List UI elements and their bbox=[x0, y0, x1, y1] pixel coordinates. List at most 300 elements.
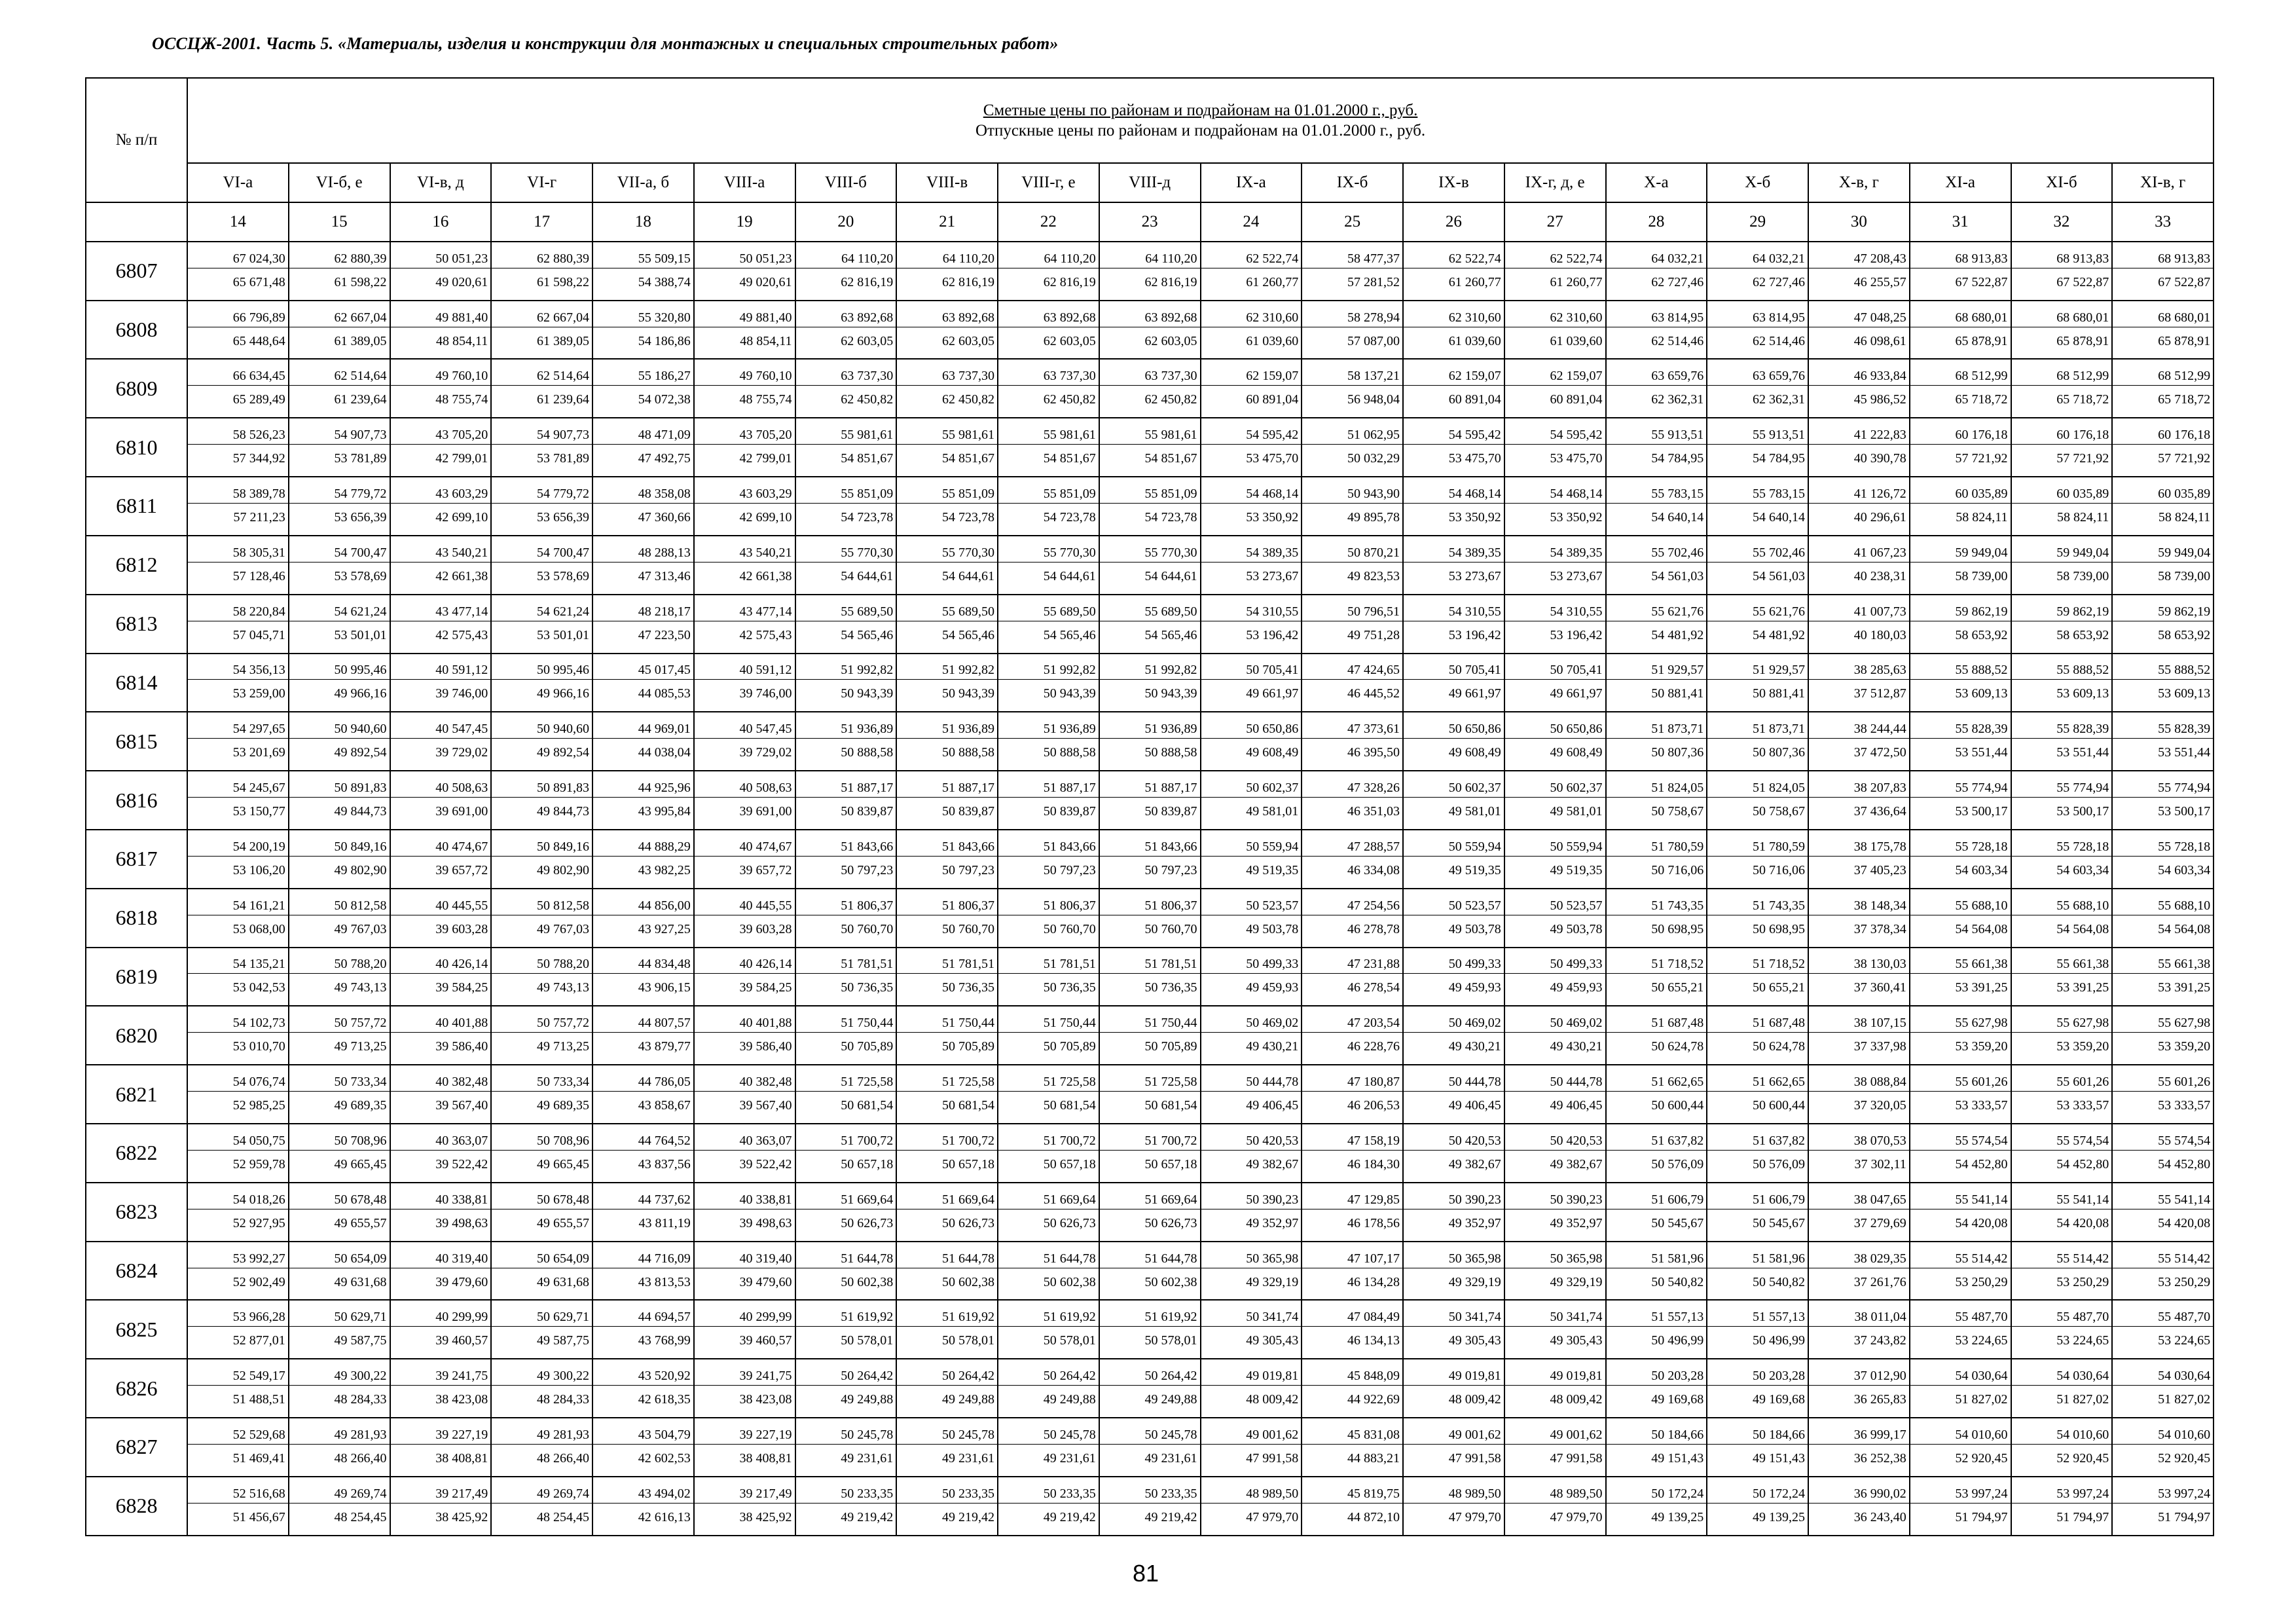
price-cell bbox=[592, 1418, 694, 1477]
wholesale-price: 47 991,58 bbox=[1448, 1450, 1501, 1466]
table-title bbox=[187, 78, 2214, 163]
price-cell bbox=[1099, 1418, 1201, 1477]
row-number: 6818 bbox=[86, 889, 187, 948]
wholesale-price: 53 551,44 bbox=[2158, 745, 2211, 760]
estimated-price: 50 733,34 bbox=[492, 1073, 592, 1092]
estimated-price: 50 705,41 bbox=[1201, 661, 1302, 680]
wholesale-price: 67 522,87 bbox=[2056, 274, 2109, 289]
price-cell bbox=[390, 771, 492, 830]
wholesale-price: 57 281,52 bbox=[1347, 274, 1400, 289]
price-cell bbox=[592, 1065, 694, 1124]
price-cell bbox=[390, 595, 492, 654]
wholesale-price: 54 723,78 bbox=[942, 509, 994, 525]
wholesale-price: 45 986,52 bbox=[1853, 392, 1906, 407]
estimated-price: 58 477,37 bbox=[1302, 250, 1402, 268]
price-cell bbox=[795, 359, 897, 418]
wholesale-price: 50 657,18 bbox=[1144, 1156, 1197, 1172]
estimated-price: 50 245,78 bbox=[1100, 1426, 1200, 1445]
price-cell bbox=[795, 418, 897, 477]
estimated-price: 55 688,10 bbox=[2012, 897, 2112, 915]
price-cell bbox=[1606, 712, 1707, 771]
estimated-price: 55 828,39 bbox=[2113, 720, 2213, 739]
wholesale-price: 49 219,42 bbox=[1144, 1509, 1197, 1524]
wholesale-price: 49 519,35 bbox=[1246, 862, 1299, 877]
price-cell bbox=[1302, 1242, 1403, 1301]
estimated-price: 51 887,17 bbox=[998, 779, 1099, 798]
price-cell bbox=[390, 712, 492, 771]
wholesale-price: 60 891,04 bbox=[1246, 392, 1299, 407]
estimated-price: 55 770,30 bbox=[998, 544, 1099, 563]
wholesale-price: 46 206,53 bbox=[1347, 1098, 1400, 1113]
wholesale-price: 62 727,46 bbox=[1753, 274, 1805, 289]
estimated-price: 50 499,33 bbox=[1201, 955, 1302, 974]
estimated-price: 45 831,08 bbox=[1302, 1426, 1402, 1445]
estimated-price: 50 264,42 bbox=[998, 1367, 1099, 1386]
price-cell bbox=[1910, 1006, 2011, 1065]
estimated-price: 51 743,35 bbox=[1607, 897, 1707, 915]
wholesale-price: 50 943,39 bbox=[1144, 686, 1197, 701]
estimated-price: 50 650,86 bbox=[1505, 720, 1605, 739]
wholesale-price: 49 966,16 bbox=[537, 686, 589, 701]
wholesale-price: 44 872,10 bbox=[1347, 1509, 1400, 1524]
wholesale-price: 50 698,95 bbox=[1651, 921, 1704, 936]
wholesale-price: 49 406,45 bbox=[1448, 1098, 1501, 1113]
price-cell bbox=[998, 1300, 1099, 1359]
price-cell bbox=[1403, 1006, 1504, 1065]
estimated-price: 60 035,89 bbox=[2012, 485, 2112, 504]
wholesale-price: 49 689,35 bbox=[537, 1098, 589, 1113]
price-cell bbox=[1808, 1477, 1910, 1536]
wholesale-price: 49 430,21 bbox=[1550, 1039, 1603, 1054]
estimated-price: 44 764,52 bbox=[593, 1132, 693, 1151]
price-cell bbox=[2011, 477, 2113, 536]
price-cell bbox=[491, 1359, 592, 1418]
price-cell bbox=[1808, 301, 1910, 360]
price-cell bbox=[795, 301, 897, 360]
estimated-price: 50 390,23 bbox=[1404, 1191, 1504, 1209]
price-cell bbox=[998, 1359, 1099, 1418]
estimated-price: 55 981,61 bbox=[796, 426, 896, 445]
price-cell bbox=[694, 536, 795, 595]
estimated-price: 40 445,55 bbox=[391, 897, 491, 915]
price-cell bbox=[795, 1006, 897, 1065]
wholesale-price: 53 250,29 bbox=[2158, 1274, 2211, 1289]
estimated-price: 50 365,98 bbox=[1505, 1250, 1605, 1268]
wholesale-price: 62 362,31 bbox=[1651, 392, 1704, 407]
wholesale-price: 53 333,57 bbox=[2056, 1098, 2109, 1113]
wholesale-price: 49 352,97 bbox=[1550, 1215, 1603, 1230]
price-cell bbox=[1707, 595, 1808, 654]
price-cell bbox=[1707, 536, 1808, 595]
wholesale-price: 54 564,08 bbox=[1955, 921, 2008, 936]
estimated-price: 51 743,35 bbox=[1707, 897, 1808, 915]
price-cell bbox=[1302, 1124, 1403, 1183]
wholesale-price: 53 359,20 bbox=[2056, 1039, 2109, 1054]
estimated-price: 53 997,24 bbox=[2012, 1485, 2112, 1504]
price-cell bbox=[1707, 1418, 1808, 1477]
wholesale-price: 52 985,25 bbox=[232, 1098, 285, 1113]
estimated-price: 40 401,88 bbox=[695, 1014, 795, 1033]
price-cell bbox=[998, 536, 1099, 595]
wholesale-price: 50 839,87 bbox=[942, 804, 994, 819]
wholesale-price: 61 239,64 bbox=[334, 392, 387, 407]
wholesale-price: 49 305,43 bbox=[1550, 1333, 1603, 1348]
wholesale-price: 49 823,53 bbox=[1347, 568, 1400, 583]
estimated-price: 54 595,42 bbox=[1201, 426, 1302, 445]
price-cell bbox=[1504, 242, 1606, 301]
wholesale-price: 50 698,95 bbox=[1753, 921, 1805, 936]
wholesale-price: 49 459,93 bbox=[1448, 980, 1501, 995]
wholesale-price: 50 807,36 bbox=[1753, 745, 1805, 760]
wholesale-price: 39 729,02 bbox=[739, 745, 792, 760]
region-header: VIII-а bbox=[694, 163, 795, 202]
price-cell bbox=[1403, 477, 1504, 536]
wholesale-price: 39 498,63 bbox=[435, 1215, 488, 1230]
price-cell bbox=[2112, 418, 2214, 477]
price-cell bbox=[896, 948, 998, 1006]
estimated-price: 55 851,09 bbox=[796, 485, 896, 504]
region-header: VIII-г, е bbox=[998, 163, 1099, 202]
estimated-price: 68 512,99 bbox=[2012, 367, 2112, 386]
price-cell bbox=[2112, 477, 2214, 536]
wholesale-price: 50 681,54 bbox=[1144, 1098, 1197, 1113]
estimated-price: 50 891,83 bbox=[289, 779, 390, 798]
wholesale-price: 50 736,35 bbox=[1144, 980, 1197, 995]
wholesale-price: 43 879,77 bbox=[638, 1039, 691, 1054]
wholesale-price: 50 602,38 bbox=[1144, 1274, 1197, 1289]
price-cell bbox=[1403, 1300, 1504, 1359]
wholesale-price: 48 854,11 bbox=[740, 333, 792, 348]
region-header: VI-а bbox=[187, 163, 289, 202]
estimated-price: 51 619,92 bbox=[796, 1308, 896, 1327]
wholesale-price: 54 452,80 bbox=[1955, 1156, 2008, 1172]
price-cell bbox=[1808, 654, 1910, 712]
wholesale-price: 65 448,64 bbox=[232, 333, 285, 348]
price-cell bbox=[998, 889, 1099, 948]
estimated-price: 51 992,82 bbox=[1100, 661, 1200, 680]
price-cell bbox=[2011, 418, 2113, 477]
wholesale-price: 61 260,77 bbox=[1246, 274, 1299, 289]
estimated-price: 55 627,98 bbox=[2113, 1014, 2213, 1033]
price-cell bbox=[1099, 242, 1201, 301]
wholesale-price: 50 888,58 bbox=[841, 745, 894, 760]
wholesale-price: 39 603,28 bbox=[739, 921, 792, 936]
wholesale-price: 38 423,08 bbox=[739, 1392, 792, 1407]
region-header: X-а bbox=[1606, 163, 1707, 202]
estimated-price: 51 873,71 bbox=[1707, 720, 1808, 739]
estimated-price: 55 702,46 bbox=[1707, 544, 1808, 563]
estimated-price: 55 487,70 bbox=[2012, 1308, 2112, 1327]
estimated-price: 59 862,19 bbox=[1910, 603, 2011, 621]
price-cell bbox=[694, 1242, 795, 1301]
estimated-price: 55 661,38 bbox=[1910, 955, 2011, 974]
price-cell bbox=[896, 1300, 998, 1359]
price-cell bbox=[1707, 830, 1808, 889]
estimated-price: 51 725,58 bbox=[1100, 1073, 1200, 1092]
estimated-price: 47 203,54 bbox=[1302, 1014, 1402, 1033]
price-cell bbox=[1808, 948, 1910, 1006]
wholesale-price: 50 655,21 bbox=[1753, 980, 1805, 995]
wholesale-price: 53 391,25 bbox=[2158, 980, 2211, 995]
wholesale-price: 49 382,67 bbox=[1448, 1156, 1501, 1172]
price-cell bbox=[1099, 1183, 1201, 1242]
estimated-price: 55 828,39 bbox=[1910, 720, 2011, 739]
estimated-price: 49 881,40 bbox=[391, 309, 491, 327]
estimated-price: 41 222,83 bbox=[1809, 426, 1909, 445]
wholesale-price: 49 655,57 bbox=[537, 1215, 589, 1230]
estimated-price: 50 650,86 bbox=[1404, 720, 1504, 739]
price-cell bbox=[694, 712, 795, 771]
estimated-price: 55 541,14 bbox=[2012, 1191, 2112, 1209]
price-cell bbox=[694, 242, 795, 301]
price-cell bbox=[390, 889, 492, 948]
column-number: 16 bbox=[390, 202, 492, 242]
price-cell bbox=[2011, 359, 2113, 418]
price-cell bbox=[390, 654, 492, 712]
wholesale-price: 53 196,42 bbox=[1550, 627, 1603, 642]
price-cell bbox=[1403, 301, 1504, 360]
price-cell bbox=[1403, 418, 1504, 477]
price-cell bbox=[187, 536, 289, 595]
price-cell bbox=[896, 359, 998, 418]
price-cell bbox=[1201, 359, 1302, 418]
column-number-blank bbox=[86, 202, 187, 242]
estimated-price: 54 595,42 bbox=[1505, 426, 1605, 445]
estimated-price: 51 644,78 bbox=[897, 1250, 997, 1268]
wholesale-price: 57 128,46 bbox=[232, 568, 285, 583]
estimated-price: 43 603,29 bbox=[391, 485, 491, 504]
estimated-price: 51 619,92 bbox=[1100, 1308, 1200, 1327]
price-cell bbox=[187, 1359, 289, 1418]
estimated-price: 50 264,42 bbox=[796, 1367, 896, 1386]
price-cell bbox=[1403, 1418, 1504, 1477]
price-cell bbox=[491, 1300, 592, 1359]
wholesale-price: 39 567,40 bbox=[435, 1098, 488, 1113]
price-cell bbox=[1201, 1359, 1302, 1418]
estimated-price: 50 708,96 bbox=[289, 1132, 390, 1151]
estimated-price: 38 285,63 bbox=[1809, 661, 1909, 680]
wholesale-price: 49 249,88 bbox=[841, 1392, 894, 1407]
column-number: 29 bbox=[1707, 202, 1808, 242]
wholesale-price: 49 519,35 bbox=[1448, 862, 1501, 877]
row-number: 6822 bbox=[86, 1124, 187, 1183]
price-cell bbox=[187, 1242, 289, 1301]
wholesale-price: 62 514,46 bbox=[1651, 333, 1704, 348]
estimated-price: 54 310,55 bbox=[1505, 603, 1605, 621]
estimated-price: 53 997,24 bbox=[2113, 1485, 2213, 1504]
wholesale-price: 65 878,91 bbox=[1955, 333, 2008, 348]
price-cell bbox=[998, 359, 1099, 418]
estimated-price: 62 514,64 bbox=[289, 367, 390, 386]
wholesale-price: 49 305,43 bbox=[1448, 1333, 1501, 1348]
wholesale-price: 37 337,98 bbox=[1853, 1039, 1906, 1054]
wholesale-price: 39 460,57 bbox=[739, 1333, 792, 1348]
price-cell bbox=[1504, 1006, 1606, 1065]
wholesale-price: 57 344,92 bbox=[232, 451, 285, 466]
price-cell bbox=[1606, 889, 1707, 948]
price-cell bbox=[187, 1477, 289, 1536]
table-row bbox=[86, 712, 2214, 771]
estimated-price: 51 936,89 bbox=[1100, 720, 1200, 739]
wholesale-price: 49 459,93 bbox=[1246, 980, 1299, 995]
estimated-price: 53 992,27 bbox=[188, 1250, 288, 1268]
estimated-price: 54 779,72 bbox=[289, 485, 390, 504]
wholesale-price: 50 736,35 bbox=[942, 980, 994, 995]
estimated-price: 54 468,14 bbox=[1505, 485, 1605, 504]
wholesale-price: 57 721,92 bbox=[1955, 451, 2008, 466]
price-cell bbox=[1302, 771, 1403, 830]
price-cell bbox=[1606, 948, 1707, 1006]
estimated-price: 47 208,43 bbox=[1809, 250, 1909, 268]
wholesale-price: 49 169,68 bbox=[1753, 1392, 1805, 1407]
wholesale-price: 42 661,38 bbox=[435, 568, 488, 583]
estimated-price: 47 084,49 bbox=[1302, 1308, 1402, 1327]
estimated-price: 51 619,92 bbox=[998, 1308, 1099, 1327]
price-cell bbox=[1201, 712, 1302, 771]
wholesale-price: 61 260,77 bbox=[1448, 274, 1501, 289]
estimated-price: 45 819,75 bbox=[1302, 1485, 1402, 1504]
price-cell bbox=[896, 595, 998, 654]
price-cell bbox=[2112, 889, 2214, 948]
price-cell bbox=[187, 889, 289, 948]
price-cell bbox=[1403, 536, 1504, 595]
table-row bbox=[86, 1359, 2214, 1418]
price-cell bbox=[390, 477, 492, 536]
price-cell bbox=[1403, 830, 1504, 889]
wholesale-price: 53 350,92 bbox=[1550, 509, 1603, 525]
price-cell bbox=[1302, 1006, 1403, 1065]
price-cell bbox=[1606, 536, 1707, 595]
price-cell bbox=[1099, 1242, 1201, 1301]
wholesale-price: 46 228,76 bbox=[1347, 1039, 1400, 1054]
estimated-price: 55 514,42 bbox=[2113, 1250, 2213, 1268]
price-cell bbox=[795, 771, 897, 830]
wholesale-price: 50 578,01 bbox=[1144, 1333, 1197, 1348]
wholesale-price: 53 578,69 bbox=[334, 568, 387, 583]
price-cell bbox=[694, 477, 795, 536]
price-cell bbox=[1504, 595, 1606, 654]
price-cell bbox=[1201, 242, 1302, 301]
row-number: 6821 bbox=[86, 1065, 187, 1124]
price-cell bbox=[1504, 301, 1606, 360]
price-cell bbox=[2011, 1300, 2113, 1359]
estimated-price: 50 245,78 bbox=[796, 1426, 896, 1445]
estimated-price: 40 474,67 bbox=[695, 838, 795, 857]
price-cell bbox=[592, 301, 694, 360]
wholesale-price: 50 576,09 bbox=[1651, 1156, 1704, 1172]
wholesale-price: 53 656,39 bbox=[334, 509, 387, 525]
column-number: 23 bbox=[1099, 202, 1201, 242]
price-cell bbox=[1504, 1124, 1606, 1183]
wholesale-price: 49 802,90 bbox=[537, 862, 589, 877]
wholesale-price: 53 501,01 bbox=[537, 627, 589, 642]
wholesale-price: 43 811,19 bbox=[638, 1215, 691, 1230]
price-cell bbox=[1707, 1300, 1808, 1359]
wholesale-price: 53 259,00 bbox=[232, 686, 285, 701]
wholesale-price: 49 503,78 bbox=[1448, 921, 1501, 936]
estimated-price: 50 849,16 bbox=[492, 838, 592, 857]
row-number: 6815 bbox=[86, 712, 187, 771]
price-cell bbox=[491, 1124, 592, 1183]
price-cell bbox=[1910, 1300, 2011, 1359]
estimated-price: 54 076,74 bbox=[188, 1073, 288, 1092]
table-row bbox=[86, 418, 2214, 477]
estimated-price: 51 806,37 bbox=[1100, 897, 1200, 915]
price-cell bbox=[592, 948, 694, 1006]
price-cell bbox=[2011, 1418, 2113, 1477]
wholesale-price: 54 644,61 bbox=[1043, 568, 1096, 583]
estimated-price: 50 203,28 bbox=[1607, 1367, 1707, 1386]
wholesale-price: 54 186,86 bbox=[638, 333, 691, 348]
price-cell bbox=[1808, 1242, 1910, 1301]
wholesale-price: 42 616,13 bbox=[638, 1509, 691, 1524]
price-cell bbox=[1707, 654, 1808, 712]
price-cell bbox=[289, 1242, 390, 1301]
price-cell bbox=[1099, 771, 1201, 830]
estimated-price: 51 992,82 bbox=[998, 661, 1099, 680]
estimated-price: 45 017,45 bbox=[593, 661, 693, 680]
estimated-price: 55 981,61 bbox=[998, 426, 1099, 445]
price-cell bbox=[1302, 477, 1403, 536]
price-cell bbox=[896, 242, 998, 301]
price-cell bbox=[187, 1183, 289, 1242]
wholesale-price: 42 799,01 bbox=[435, 451, 488, 466]
price-cell bbox=[1403, 1359, 1504, 1418]
wholesale-price: 62 450,82 bbox=[1144, 392, 1197, 407]
price-cell bbox=[1099, 1006, 1201, 1065]
estimated-price: 36 990,02 bbox=[1809, 1485, 1909, 1504]
price-cell bbox=[491, 1065, 592, 1124]
price-cell bbox=[896, 1418, 998, 1477]
price-cell bbox=[1606, 1300, 1707, 1359]
estimated-price: 68 512,99 bbox=[1910, 367, 2011, 386]
estimated-price: 50 788,20 bbox=[492, 955, 592, 974]
wholesale-price: 49 581,01 bbox=[1448, 804, 1501, 819]
price-cell bbox=[1808, 1359, 1910, 1418]
price-cell bbox=[795, 948, 897, 1006]
wholesale-price: 53 273,67 bbox=[1246, 568, 1299, 583]
wholesale-price: 42 602,53 bbox=[638, 1450, 691, 1466]
price-cell bbox=[1099, 1124, 1201, 1183]
estimated-price: 40 547,45 bbox=[391, 720, 491, 739]
price-cell bbox=[1808, 418, 1910, 477]
region-header: IX-г, д, е bbox=[1504, 163, 1606, 202]
estimated-price: 50 678,48 bbox=[289, 1191, 390, 1209]
table-row bbox=[86, 948, 2214, 1006]
estimated-price: 51 669,64 bbox=[897, 1191, 997, 1209]
wholesale-price: 50 578,01 bbox=[942, 1333, 994, 1348]
wholesale-price: 50 496,99 bbox=[1753, 1333, 1805, 1348]
wholesale-price: 49 608,49 bbox=[1550, 745, 1603, 760]
estimated-price: 50 051,23 bbox=[391, 250, 491, 268]
column-number: 25 bbox=[1302, 202, 1403, 242]
column-number: 19 bbox=[694, 202, 795, 242]
wholesale-price: 53 273,67 bbox=[1448, 568, 1501, 583]
estimated-price: 50 264,42 bbox=[1100, 1367, 1200, 1386]
wholesale-price: 53 501,01 bbox=[334, 627, 387, 642]
price-cell bbox=[1201, 830, 1302, 889]
price-cell bbox=[896, 830, 998, 889]
estimated-price: 51 662,65 bbox=[1607, 1073, 1707, 1092]
row-number: 6816 bbox=[86, 771, 187, 830]
price-cell bbox=[1099, 948, 1201, 1006]
estimated-price: 50 705,41 bbox=[1404, 661, 1504, 680]
price-cell bbox=[896, 1242, 998, 1301]
price-cell bbox=[1910, 536, 2011, 595]
estimated-price: 54 161,21 bbox=[188, 897, 288, 915]
region-header: IX-в bbox=[1403, 163, 1504, 202]
wholesale-price: 39 479,60 bbox=[739, 1274, 792, 1289]
